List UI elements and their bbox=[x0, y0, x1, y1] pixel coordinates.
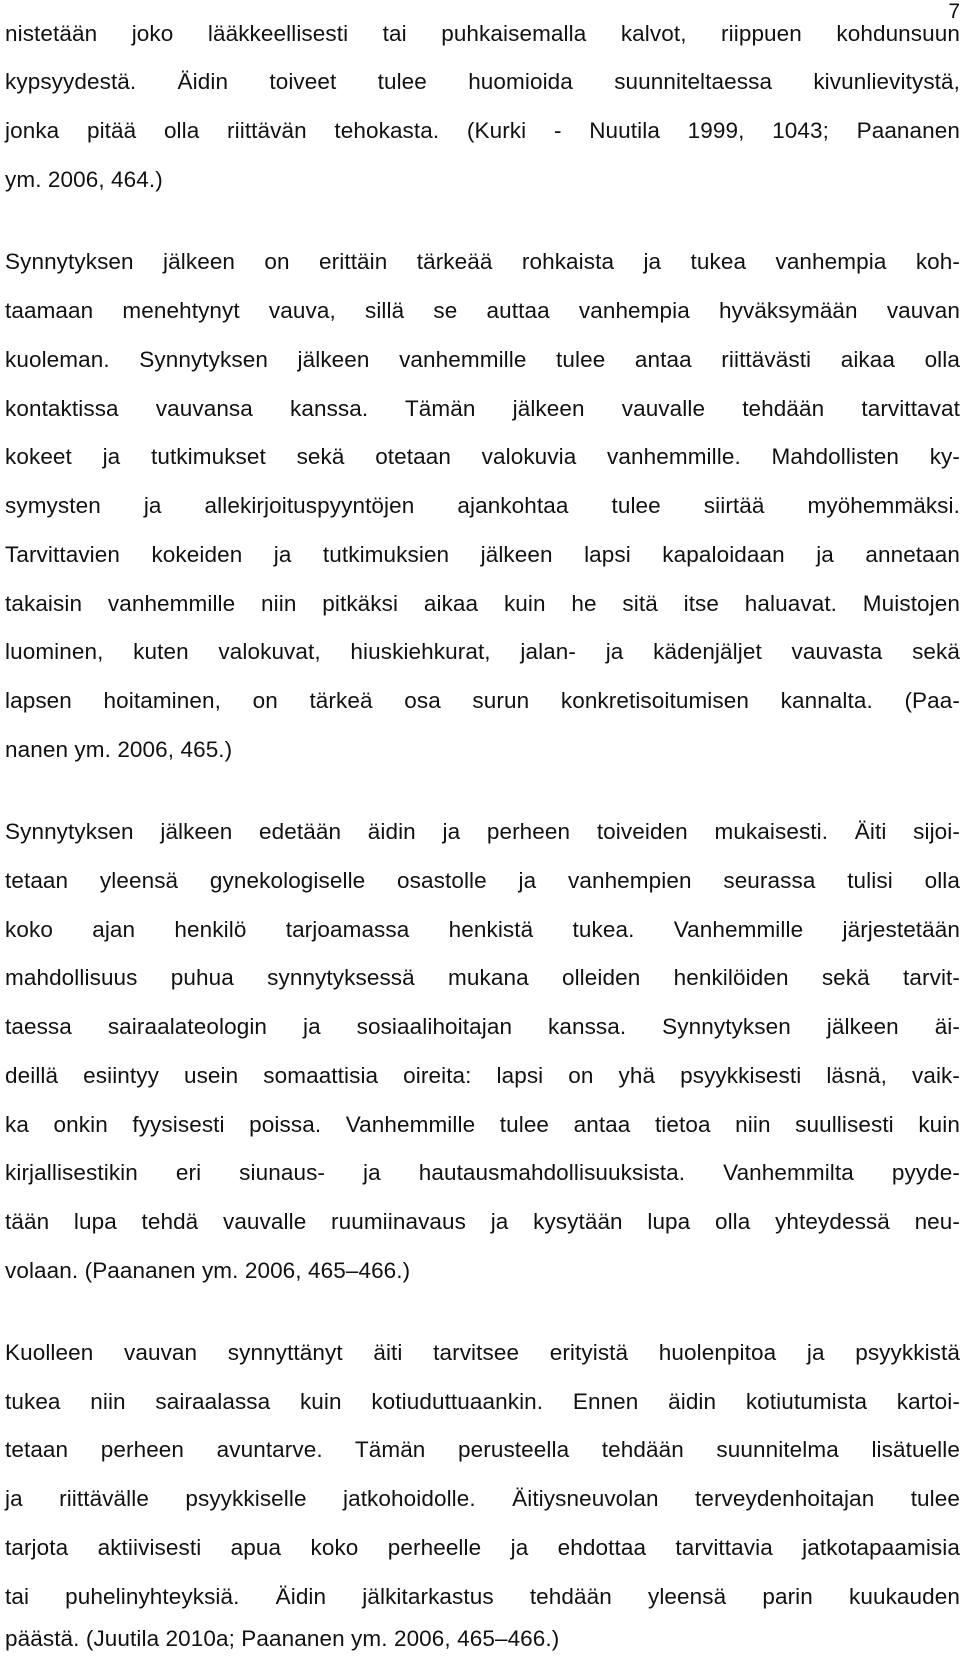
text-line: Kuolleen vauvan synnyttänyt äiti tarvitsee erityistä huolenpitoa ja psyykkistä bbox=[5, 1340, 960, 1365]
text-line: Synnytyksen jälkeen on erittäin tärkeää rohkaista ja tukea vanhempia koh- bbox=[5, 249, 960, 274]
text-line: ka onkin fyysisesti poissa. Vanhemmille tulee antaa tietoa niin suullisesti kuin bbox=[5, 1112, 960, 1137]
text-line: tetaan yleensä gynekologiselle osastolle ja vanhempien seurassa tulisi olla bbox=[5, 868, 960, 893]
text-line: nanen ym. 2006, 465.) bbox=[5, 737, 233, 762]
text-line: kypsyydestä. Äidin toiveet tulee huomioida suunniteltaessa kivunlievitystä, bbox=[5, 69, 960, 94]
text-line: kokeet ja tutkimukset sekä otetaan valokuvia vanhemmille. Mahdollisten ky- bbox=[5, 444, 960, 469]
text-line: kirjallisestikin eri siunaus- ja hautausmahdollisuuksista. Vanhemmilta pyyde- bbox=[5, 1160, 960, 1185]
text-line: luominen, kuten valokuvat, hiuskiehkurat, jalan- ja kädenjäljet vauvasta sekä bbox=[5, 639, 960, 664]
text-line: lapsen hoitaminen, on tärkeä osa surun konkretisoitumisen kannalta. (Paa- bbox=[5, 688, 960, 713]
text-line: tetaan perheen avuntarve. Tämän perusteella tehdään suunnitelma lisätuelle bbox=[5, 1437, 960, 1462]
text-line: volaan. (Paananen ym. 2006, 465–466.) bbox=[5, 1258, 411, 1283]
text-line: jonka pitää olla riittävän tehokasta. (Kurki - Nuutila 1999, 1043; Paananen bbox=[5, 118, 960, 143]
text-line: tään lupa tehdä vauvalle ruumiinavaus ja kysytään lupa olla yhteydessä neu- bbox=[5, 1209, 960, 1234]
text-line: mahdollisuus puhua synnytyksessä mukana olleiden henkilöiden sekä tarvit- bbox=[5, 965, 960, 990]
page-number: 7 bbox=[948, 0, 960, 23]
text-line: ym. 2006, 464.) bbox=[5, 167, 163, 192]
text-line: ja riittävälle psyykkiselle jatkohoidolle. Äitiysneuvolan terveydenhoitajan tulee bbox=[5, 1486, 960, 1511]
text-line: deillä esiintyy usein somaattisia oireita: lapsi on yhä psyykkisesti läsnä, vaik- bbox=[5, 1063, 960, 1088]
text-line: taamaan menehtynyt vauva, sillä se auttaa vanhempia hyväksymään vauvan bbox=[5, 298, 960, 323]
text-line: Tarvittavien kokeiden ja tutkimuksien jälkeen lapsi kapaloidaan ja annetaan bbox=[5, 542, 960, 567]
text-line: päästä. (Juutila 2010a; Paananen ym. 2006, 465–466.) bbox=[5, 1626, 560, 1651]
text-line: taessa sairaalateologin ja sosiaalihoitajan kanssa. Synnytyksen jälkeen äi- bbox=[5, 1014, 960, 1039]
text-line: kontaktissa vauvansa kanssa. Tämän jälkeen vauvalle tehdään tarvittavat bbox=[5, 396, 960, 421]
text-line: koko ajan henkilö tarjoamassa henkistä tukea. Vanhemmille järjestetään bbox=[5, 917, 960, 942]
text-line: symysten ja allekirjoituspyyntöjen ajankohtaa tulee siirtää myöhemmäksi. bbox=[5, 493, 960, 518]
text-line: takaisin vanhemmille niin pitkäksi aikaa kuin he sitä itse haluavat. Muistojen bbox=[5, 591, 960, 616]
text-line: Synnytyksen jälkeen edetään äidin ja perheen toiveiden mukaisesti. Äiti sijoi- bbox=[5, 819, 960, 844]
text-line: kuoleman. Synnytyksen jälkeen vanhemmille tulee antaa riittävästi aikaa olla bbox=[5, 347, 960, 372]
text-line: tukea niin sairaalassa kuin kotiuduttuaankin. Ennen äidin kotiutumista kartoi- bbox=[5, 1389, 960, 1414]
text-line: nistetään joko lääkkeellisesti tai puhkaisemalla kalvot, riippuen kohdunsuun bbox=[5, 21, 960, 46]
text-line: tai puhelinyhteyksiä. Äidin jälkitarkastus tehdään yleensä parin kuukauden bbox=[5, 1584, 960, 1609]
text-line: tarjota aktiivisesti apua koko perheelle ja ehdottaa tarvittavia jatkotapaamisia bbox=[5, 1535, 960, 1560]
